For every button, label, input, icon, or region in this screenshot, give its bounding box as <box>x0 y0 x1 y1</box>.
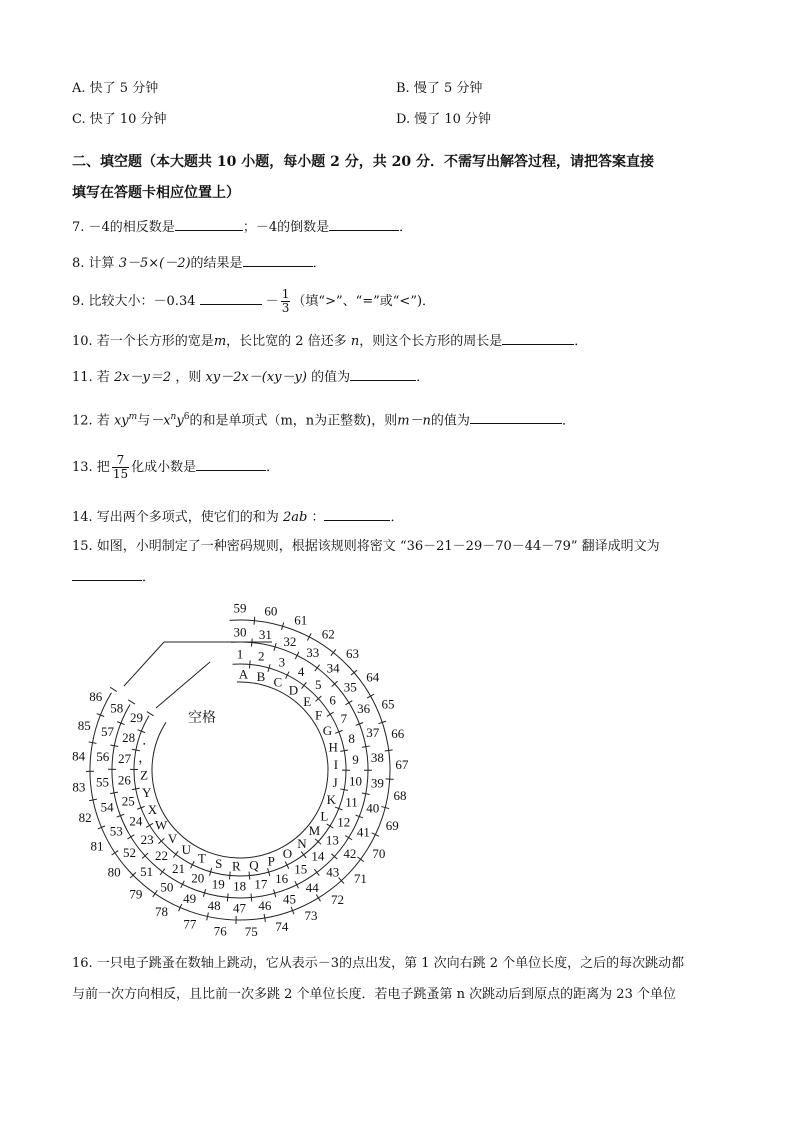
wheel-tick <box>146 823 153 827</box>
question-9: 9. 比较大小：－0.34 － $\frac{1}{3}$ （填“>”、“=”或“<”)． <box>72 287 436 315</box>
ring2-number: 38 <box>370 750 384 765</box>
letter-label: N <box>297 835 307 851</box>
answer-blank[interactable] <box>72 566 142 581</box>
letter-label: S <box>215 856 223 872</box>
letter-label: A <box>238 666 249 682</box>
wheel-tick <box>316 894 320 901</box>
ring1-number: 10 <box>349 773 362 789</box>
letter-label: I <box>333 757 339 773</box>
option-c: C. 快了 10 分钟 <box>72 112 167 127</box>
letter-label: G <box>322 722 333 738</box>
section-title-line2: 填写在答题卡相应位置上） <box>72 185 240 201</box>
ring2-number: 53 <box>109 823 123 839</box>
wheel-tick <box>110 687 117 691</box>
wheel-tick <box>147 712 154 716</box>
ring3-number: 78 <box>155 904 168 920</box>
ring3-number: 60 <box>264 603 278 619</box>
answer-blank[interactable] <box>196 456 266 471</box>
wheel-tick <box>295 881 299 888</box>
letter-label: H <box>328 739 338 755</box>
ring3-number: 61 <box>294 612 308 628</box>
ring2-number: 45 <box>283 891 296 907</box>
ring1-number: 7 <box>340 710 348 726</box>
ring1-number: 22 <box>155 847 168 863</box>
ring1-number: 6 <box>329 692 336 708</box>
ring1-number: 5 <box>314 676 322 692</box>
answer-blank[interactable] <box>350 366 416 381</box>
letter-label: L <box>320 808 329 824</box>
wheel-tick <box>110 792 118 793</box>
ring3-number: 79 <box>129 886 143 902</box>
wheel-tick <box>264 914 265 922</box>
ring2-number: 43 <box>326 864 340 880</box>
question-12: 12. 若 $xy^m$与$-x^ny^6$的和是单项式（m，n为正整数)，则m－n的值为 ． <box>72 408 575 430</box>
cipher-wheel-diagram <box>60 590 440 950</box>
wheel-tick <box>249 660 250 668</box>
ring3-number: 69 <box>385 817 399 833</box>
ring2-number: 57 <box>101 724 114 739</box>
ring3-number: 83 <box>72 779 86 795</box>
ring3-number: 77 <box>183 916 197 932</box>
wheel-tick <box>227 893 228 901</box>
letter-label: W <box>155 817 168 833</box>
ring3-number: 85 <box>77 717 91 733</box>
answer-blank[interactable] <box>329 216 399 231</box>
ring1-number: 16 <box>275 870 289 886</box>
ring1-number: 15 <box>294 861 308 877</box>
fraction-7-15: $\frac{7}{15}$ <box>112 453 129 481</box>
wheel-tick <box>153 890 158 897</box>
ring3-number: 73 <box>304 908 318 924</box>
ring2-number: 42 <box>343 845 357 861</box>
section-title-line1: 二、填空题（本大题共 10 小题，每小题 2 分，共 20 分．不需写出解答过程，请把答案直接 <box>72 154 654 170</box>
wheel-tick <box>295 652 299 659</box>
ring3-number: 72 <box>331 891 344 907</box>
ring2-number: 41 <box>356 824 370 840</box>
ring2-number: 58 <box>110 700 124 716</box>
answer-blank[interactable] <box>502 330 574 345</box>
ring3-number: 64 <box>366 669 380 685</box>
ring1-number: 1 <box>236 646 244 662</box>
answer-blank[interactable] <box>243 252 313 267</box>
option-b: B. 慢了 5 分钟 <box>396 81 483 96</box>
ring2-number: 56 <box>96 749 110 764</box>
wheel-ring-arc <box>152 682 328 858</box>
wheel-tick <box>385 750 393 751</box>
space-label: 空格 <box>188 711 216 726</box>
letter-label: E <box>303 693 312 709</box>
question-10: 10. 若一个长方形的宽是m，长比宽的 2 倍还多 n，则这个长方形的周长是 ． <box>72 330 587 351</box>
ring2-number: 48 <box>207 898 221 914</box>
wheel-tick <box>160 869 165 875</box>
ring2-number: 44 <box>305 880 319 895</box>
wheel-tick <box>286 672 290 679</box>
ring1-number: 20 <box>191 870 205 886</box>
ring3-number: 82 <box>78 809 92 825</box>
ring3-number: 84 <box>72 748 86 764</box>
letter-label: T <box>197 850 206 866</box>
ring2-number: 39 <box>370 775 384 791</box>
ring1-number: 18 <box>233 878 247 894</box>
question-7: 7. －4的相反数是 ；－4的倒数是 ． <box>72 216 412 237</box>
ring2-number: 46 <box>258 898 272 914</box>
wheel-tick <box>173 851 178 857</box>
ring3-number: 86 <box>89 689 103 704</box>
letter-label: R <box>231 858 241 874</box>
ring1-number: 19 <box>211 876 225 892</box>
ring3-number: 65 <box>381 696 395 712</box>
ring2-number: 54 <box>100 799 114 815</box>
ring2-number: 36 <box>357 701 371 717</box>
ring3-number: 75 <box>244 924 258 940</box>
wheel-tick <box>346 701 353 705</box>
question-11: 11. 若 2x－y＝2 ，则 xy－2x－(xy－y) 的值为 ． <box>72 366 429 387</box>
question-16-line1: 16. 一只电子跳蚤在数轴上跳动，它从表示－3的点出发，第 1 次向右跳 2 个单位长度，之后的每次跳动都 <box>72 956 685 971</box>
letter-label: V <box>167 830 178 846</box>
letter-label: Q <box>249 857 259 873</box>
ring2-number: 35 <box>343 679 357 695</box>
ring2-number: 55 <box>96 774 109 790</box>
ring2-number: 52 <box>123 845 136 861</box>
letter-label: M <box>308 823 321 839</box>
question-15-answer: ． <box>72 566 155 587</box>
letter-label: ． <box>142 732 156 748</box>
wheel-tick <box>251 639 252 647</box>
ring1-number: 21 <box>172 860 185 876</box>
wheel-tick <box>251 894 252 902</box>
wheel-tick <box>345 836 352 840</box>
ring3-number: 62 <box>321 626 335 642</box>
wheel-tick <box>127 835 134 839</box>
wheel-tick <box>249 872 250 880</box>
ring1-number: 4 <box>297 663 305 679</box>
ring3-number: 70 <box>372 845 386 861</box>
letter-label: ， <box>138 749 152 765</box>
ring1-number: 11 <box>345 794 358 810</box>
letter-label: K <box>326 792 336 808</box>
ring3-number: 68 <box>393 787 407 803</box>
ring2-number: 32 <box>283 633 297 649</box>
ring3-number: 76 <box>213 923 227 939</box>
wheel-tick <box>307 633 311 640</box>
ring2-number: 31 <box>258 626 272 642</box>
wheel-tick <box>331 649 336 655</box>
fraction-one-third: $\frac{1}{3}$ <box>281 287 290 315</box>
option-d: D. 慢了 10 分钟 <box>396 112 492 127</box>
ring3-number: 59 <box>233 600 247 616</box>
ring2-number: 33 <box>306 645 320 661</box>
ring3-number: 67 <box>395 756 409 772</box>
wheel-tick <box>315 665 320 671</box>
question-8: 8. 计算 3－5×(－2)的结果是 ． <box>72 252 326 273</box>
ring2-number: 49 <box>183 891 197 906</box>
letter-label: Z <box>140 767 149 783</box>
letter-label: X <box>147 801 158 817</box>
wheel-connector-line <box>124 642 164 686</box>
option-a: A. 快了 5 分钟 <box>72 81 159 96</box>
ring1-number: 13 <box>325 832 339 848</box>
wheel-tick <box>132 788 140 789</box>
ring2-number: 51 <box>140 864 154 880</box>
ring1-number: 27 <box>118 751 132 767</box>
wheel-tick <box>327 824 334 828</box>
ring3-number: 71 <box>353 870 367 886</box>
wheel-tick <box>229 872 230 880</box>
answer-blank[interactable] <box>470 409 562 424</box>
wheel-tick <box>112 851 119 855</box>
ring1-number: 12 <box>337 814 351 830</box>
ring2-number: 47 <box>233 900 246 916</box>
ring2-number: 37 <box>366 724 380 740</box>
ring1-number: 29 <box>130 710 143 726</box>
letter-label: B <box>256 668 266 684</box>
ring1-number: 3 <box>278 654 286 670</box>
wheel-ring-arc <box>134 664 346 876</box>
ring1-number: 9 <box>352 752 359 767</box>
letter-label: O <box>282 846 293 861</box>
wheel-tick <box>302 682 307 688</box>
question-16-line2: 与前一次方向相反，且比前一次多跳 2 个单位长度．若电子跳蚤第 n 次跳动后到原点的距离为 23 个单位 <box>72 987 676 1002</box>
wheel-tick <box>314 869 319 875</box>
letter-label: Y <box>142 785 152 801</box>
wheel-tick <box>372 833 379 836</box>
ring1-number: 17 <box>254 876 268 892</box>
ring2-number: 40 <box>366 800 380 816</box>
answer-blank[interactable] <box>200 290 262 305</box>
letter-label: D <box>288 682 299 698</box>
ring3-number: 74 <box>275 919 289 934</box>
ring1-number: 28 <box>122 730 136 746</box>
wheel-tick <box>128 700 135 704</box>
ring1-number: 25 <box>121 793 135 809</box>
ring1-number: 26 <box>117 772 131 788</box>
wheel-tick <box>191 861 195 868</box>
ring1-number: 2 <box>258 648 265 664</box>
letter-label: U <box>181 842 191 858</box>
wheel-tick <box>357 857 363 862</box>
answer-blank[interactable] <box>324 506 390 521</box>
ring3-number: 80 <box>107 864 121 880</box>
ring2-number: 50 <box>160 879 174 895</box>
ring1-number: 23 <box>140 832 154 847</box>
ring1-number: 8 <box>348 730 355 746</box>
wheel-tick <box>367 694 374 698</box>
question-14: 14. 写出两个多项式，使它们的和为 2ab ： ． <box>72 506 403 527</box>
ring3-number: 63 <box>346 646 359 661</box>
wheel-tick <box>254 617 255 625</box>
question-13: 13. 把 $\frac{7}{15}$ 化成小数是 ． <box>72 453 280 481</box>
letter-label: P <box>267 853 275 869</box>
letter-label: J <box>332 774 338 790</box>
wheel-tick <box>181 881 185 888</box>
wheel-tick <box>301 852 306 858</box>
question-15: 15. 如图，小明制定了一种密码规则，根据该规则将密文 “36－21－29－70－44－79” 翻译成明文为 <box>72 539 660 554</box>
answer-blank[interactable] <box>175 216 243 231</box>
ring2-number: 34 <box>326 660 340 676</box>
ring3-number: 81 <box>90 838 104 854</box>
letter-label: C <box>273 674 283 690</box>
letter-label: F <box>314 707 323 723</box>
ring3-number: 66 <box>391 726 405 742</box>
ring1-number: 14 <box>311 848 325 864</box>
wheel-tick <box>285 861 289 868</box>
ring1-number: 24 <box>129 813 143 829</box>
wheel-tick <box>327 712 334 716</box>
wheel-connector-line <box>156 662 210 708</box>
ring2-number: 30 <box>233 624 247 640</box>
